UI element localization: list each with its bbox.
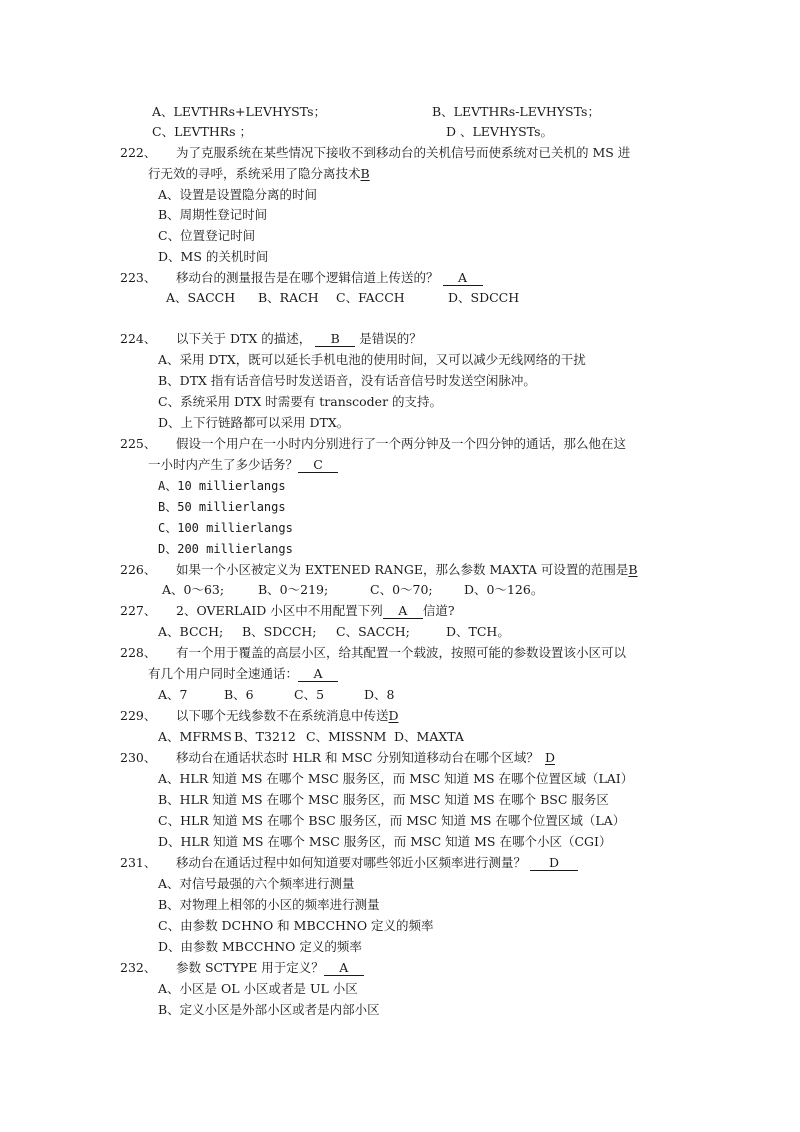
question-text bbox=[148, 457, 338, 473]
option: A、BCCH; bbox=[158, 624, 224, 639]
option: B、DTX 指有话音信号时发送语音，没有话音信号时发送空闲脉冲。 bbox=[158, 373, 536, 388]
question-number: 223、 bbox=[120, 270, 157, 285]
option-c: C、LEVTHRs ； bbox=[152, 124, 253, 139]
option: C、SACCH; bbox=[336, 624, 410, 639]
answer-blank: A bbox=[324, 961, 364, 976]
option: D、MAXTA bbox=[394, 729, 464, 744]
question-text-part: 2、OVERLAID 小区中不用配置下列 bbox=[176, 603, 383, 618]
answer-blank: B bbox=[315, 332, 355, 347]
option: B、周期性登记时间 bbox=[158, 207, 268, 222]
option bbox=[158, 520, 293, 536]
question-text-part: 以下关于 DTX 的描述， bbox=[176, 331, 312, 346]
option-b: B、LEVTHRs-LEVHYSTs； bbox=[432, 104, 600, 119]
option: B、对物理上相邻的小区的频率进行测量 bbox=[158, 897, 380, 912]
answer-blank: D bbox=[530, 856, 578, 871]
question-text bbox=[176, 270, 483, 286]
option: C、位置登记时间 bbox=[158, 228, 256, 243]
question-text-part: 参数 SCTYPE 用于定义？ bbox=[176, 960, 324, 975]
option: A、设置是设置隐分离的时间 bbox=[158, 187, 318, 202]
option: B、RACH bbox=[258, 290, 319, 305]
question-number: 232、 bbox=[120, 960, 157, 975]
option: A、0～63; bbox=[162, 582, 225, 597]
option-text: B、50 millierlangs bbox=[158, 500, 286, 514]
option: C、由参数 DCHNO 和 MBCCHNO 定义的频率 bbox=[158, 918, 434, 933]
answer-blank: B bbox=[628, 562, 638, 577]
option: D、由参数 MBCCHNO 定义的频率 bbox=[158, 939, 362, 954]
question-number: 227、 bbox=[120, 603, 157, 618]
answer-blank: D bbox=[388, 708, 399, 723]
option: C、MISSNM bbox=[306, 729, 387, 744]
option: B、0～219; bbox=[258, 582, 329, 597]
question-text-part: 移动台的测量报告是在哪个逻辑信道上传送的？ bbox=[176, 270, 439, 285]
question-text bbox=[176, 708, 399, 724]
question-number: 231、 bbox=[120, 855, 157, 870]
question-text-part: 信道? bbox=[422, 603, 455, 618]
question-number: 222、 bbox=[120, 145, 157, 160]
option: C、FACCH bbox=[336, 290, 405, 305]
option: C、系统采用 DTX 时需要有 transcoder 的支持。 bbox=[158, 394, 443, 409]
question-text bbox=[176, 603, 455, 619]
option: A、7 bbox=[158, 687, 188, 702]
option: D、MS 的关机时间 bbox=[158, 249, 269, 264]
option: C、0～70; bbox=[370, 582, 433, 597]
option bbox=[158, 499, 286, 515]
option-a: A、LEVTHRs+LEVHYSTs； bbox=[152, 104, 327, 119]
option-text: C、100 millierlangs bbox=[158, 521, 293, 535]
option: D、8 bbox=[364, 687, 395, 702]
question-text-part: 以下哪个无线参数不在系统消息中传送 bbox=[176, 708, 389, 723]
question-text-part: 有几个用户同时全速通话： bbox=[148, 666, 299, 681]
option-text: D、200 millierlangs bbox=[158, 542, 293, 556]
option: A、HLR 知道 MS 在哪个 MSC 服务区，而 MSC 知道 MS 在哪个位置区域（LAI） bbox=[158, 771, 634, 786]
option bbox=[158, 478, 286, 494]
option: D、SDCCH bbox=[448, 290, 520, 305]
answer-blank: A bbox=[383, 604, 423, 619]
answer-blank: A bbox=[298, 667, 338, 682]
option: A、小区是 OL 小区或者是 UL 小区 bbox=[158, 981, 358, 996]
option: B、T3212 bbox=[234, 729, 296, 744]
question-text: 有一个用于覆盖的高层小区，给其配置一个载波，按照可能的参数设置该小区可以 bbox=[176, 645, 627, 660]
question-text bbox=[176, 750, 561, 766]
question-number: 228、 bbox=[120, 645, 157, 660]
question-text: 假设一个用户在一小时内分别进行了一个两分钟及一个四分钟的通话，那么他在这 bbox=[176, 436, 627, 451]
question-text-part: 如果一个小区被定义为 EXTENED RANGE，那么参数 MAXTA 可设置的范围是 bbox=[176, 562, 629, 577]
question-text bbox=[148, 166, 370, 182]
question-text-part: 行无效的寻呼，系统采用了隐分离技术 bbox=[148, 166, 361, 181]
option bbox=[158, 541, 293, 557]
option-d: D 、LEVHYSTs。 bbox=[446, 124, 554, 139]
question-number: 226、 bbox=[120, 562, 157, 577]
option: D、上下行链路都可以采用 DTX。 bbox=[158, 415, 350, 430]
answer-blank: C bbox=[298, 458, 338, 473]
answer-blank: D bbox=[544, 750, 555, 765]
question-text-part: 是错误的？ bbox=[359, 331, 422, 346]
question-text-part: 一小时内产生了多少话务？ bbox=[148, 457, 299, 472]
question-number: 225、 bbox=[120, 436, 157, 451]
option: A、SACCH bbox=[166, 290, 236, 305]
question-text bbox=[176, 331, 422, 347]
question-text-part: 移动台在通话状态时 HLR 和 MSC 分别知道移动台在哪个区域？ bbox=[176, 750, 539, 765]
question-number: 229、 bbox=[120, 708, 157, 723]
question-number: 230、 bbox=[120, 750, 157, 765]
option: A、对信号最强的六个频率进行测量 bbox=[158, 876, 355, 891]
option: B、定义小区是外部小区或者是内部小区 bbox=[158, 1002, 380, 1017]
option: C、5 bbox=[294, 687, 325, 702]
option: D、TCH。 bbox=[446, 624, 510, 639]
question-text-part: 移动台在通话过程中如何知道要对哪些邻近小区频率进行测量？ bbox=[176, 855, 527, 870]
option: B、6 bbox=[224, 687, 254, 702]
question-text: 为了克服系统在某些情况下接收不到移动台的关机信号而使系统对已关机的 MS 进 bbox=[176, 145, 631, 160]
option: A、采用 DTX，既可以延长手机电池的使用时间，又可以减少无线网络的干扰 bbox=[158, 352, 586, 367]
option: A、MFRMS bbox=[158, 729, 232, 744]
question-text bbox=[176, 562, 638, 578]
question-text bbox=[176, 960, 364, 976]
question-text bbox=[148, 666, 338, 682]
question-text bbox=[176, 855, 578, 871]
answer-blank: A bbox=[443, 271, 483, 286]
option: B、HLR 知道 MS 在哪个 MSC 服务区，而 MSC 知道 MS 在哪个 BSC 服务区 bbox=[158, 792, 609, 807]
option: D、HLR 知道 MS 在哪个 MSC 服务区，而 MSC 知道 MS 在哪个小区（CGI） bbox=[158, 834, 612, 849]
option: B、SDCCH; bbox=[242, 624, 317, 639]
answer-blank: B bbox=[360, 166, 370, 181]
option: C、HLR 知道 MS 在哪个 BSC 服务区，而 MSC 知道 MS 在哪个位置区域（LA） bbox=[158, 813, 626, 828]
option-text: A、10 millierlangs bbox=[158, 479, 286, 493]
option: D、0～126。 bbox=[464, 582, 544, 597]
question-number: 224、 bbox=[120, 331, 157, 346]
